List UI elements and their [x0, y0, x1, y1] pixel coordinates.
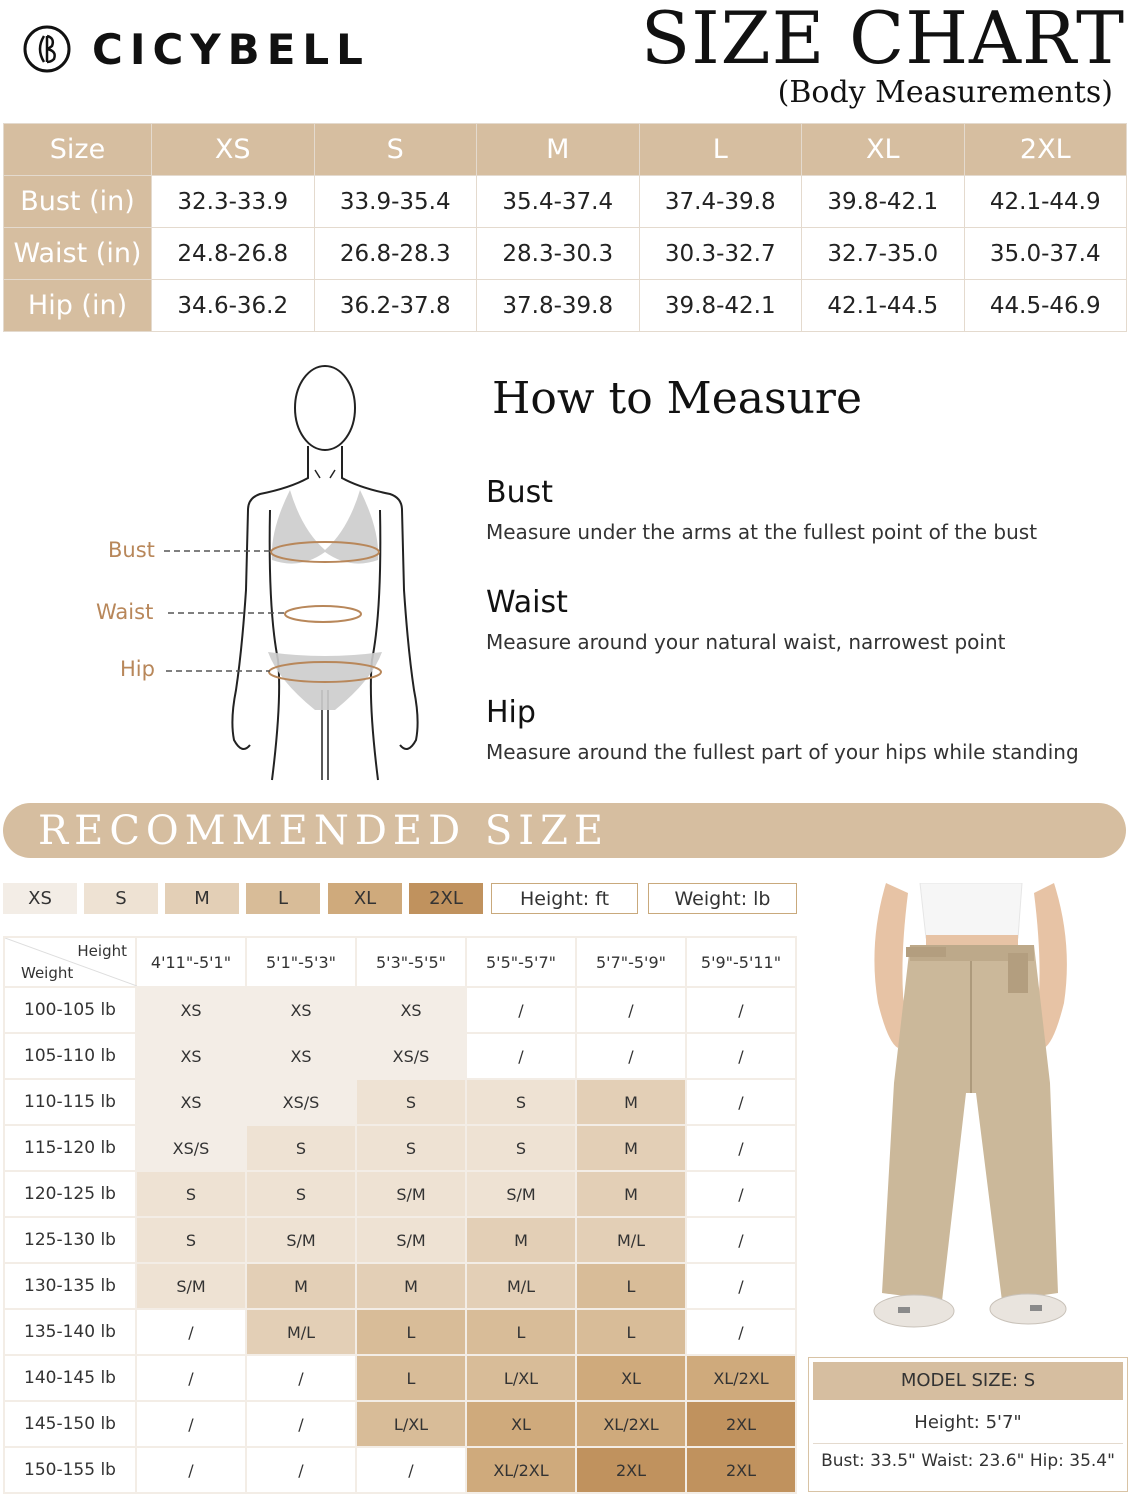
- size-cell: /: [136, 1355, 246, 1401]
- size-cell: 2XL: [576, 1447, 686, 1493]
- legend-swatch-2xl: 2XL: [409, 883, 483, 914]
- corner-weight-label: Weight: [21, 964, 74, 982]
- weight-range-cell: 130-135 lb: [4, 1263, 136, 1309]
- size-cell: S/M: [356, 1217, 466, 1263]
- size-table: [3, 123, 1127, 332]
- brand-name: CICYBELL: [92, 25, 370, 74]
- table-row: [4, 1447, 796, 1493]
- measurement-value: 33.9-35.4: [314, 176, 477, 228]
- size-header: 2XL: [964, 124, 1127, 176]
- model-size-title: MODEL SIZE: S: [813, 1362, 1123, 1400]
- size-cell: /: [246, 1401, 356, 1447]
- size-cell: XS/S: [356, 1033, 466, 1079]
- weight-range-cell: 140-145 lb: [4, 1355, 136, 1401]
- size-cell: L: [466, 1309, 576, 1355]
- measure-hip-desc: Measure around the fullest part of your hips while standing: [486, 740, 1079, 764]
- size-cell: M: [576, 1171, 686, 1217]
- size-cell: /: [466, 1033, 576, 1079]
- measure-bust-desc: Measure under the arms at the fullest point of the bust: [486, 520, 1038, 544]
- size-cell: L/XL: [466, 1355, 576, 1401]
- figure-label-bust: Bust: [108, 538, 155, 562]
- model-divider: [813, 1443, 1123, 1444]
- measurement-label: Waist (in): [4, 228, 152, 280]
- figure-label-hip: Hip: [120, 657, 155, 681]
- measurement-label: Hip (in): [4, 280, 152, 332]
- measure-waist-heading: Waist: [486, 585, 568, 620]
- recommended-title: RECOMMENDED SIZE: [38, 808, 610, 854]
- legend-swatch-xs: XS: [3, 883, 77, 914]
- page-title: SIZE CHART: [640, 0, 1125, 80]
- table-row: [4, 987, 796, 1033]
- size-cell: S: [466, 1079, 576, 1125]
- size-cell: /: [686, 1033, 796, 1079]
- measurement-value: 44.5-46.9: [964, 280, 1127, 332]
- table-row: [4, 1263, 796, 1309]
- table-row: [4, 1033, 796, 1079]
- size-cell: S: [246, 1171, 356, 1217]
- size-cell: /: [136, 1401, 246, 1447]
- size-cell: S: [246, 1125, 356, 1171]
- body-measure-figure: [150, 360, 450, 785]
- size-table-row: [4, 280, 1127, 332]
- size-header: Size: [4, 124, 152, 176]
- size-cell: L: [576, 1263, 686, 1309]
- size-cell: 2XL: [686, 1401, 796, 1447]
- size-cell: M: [246, 1263, 356, 1309]
- height-unit-label: Height: ft: [491, 883, 638, 914]
- figure-label-waist: Waist: [96, 600, 154, 624]
- table-row: [4, 1309, 796, 1355]
- size-cell: S/M: [136, 1263, 246, 1309]
- height-range-header: 5'1"-5'3": [246, 937, 356, 987]
- measurement-value: 35.0-37.4: [964, 228, 1127, 280]
- height-range-header: 5'9"-5'11": [686, 937, 796, 987]
- size-cell: S/M: [246, 1217, 356, 1263]
- size-cell: L: [356, 1309, 466, 1355]
- size-cell: /: [576, 987, 686, 1033]
- weight-range-cell: 105-110 lb: [4, 1033, 136, 1079]
- measurement-value: 26.8-28.3: [314, 228, 477, 280]
- measurement-value: 37.8-39.8: [477, 280, 640, 332]
- weight-range-cell: 110-115 lb: [4, 1079, 136, 1125]
- size-header: M: [477, 124, 640, 176]
- model-height: Height: 5'7": [914, 1412, 1022, 1433]
- size-cell: L: [576, 1309, 686, 1355]
- height-range-header: 4'11"-5'1": [136, 937, 246, 987]
- size-cell: XL/2XL: [576, 1401, 686, 1447]
- measurement-value: 28.3-30.3: [477, 228, 640, 280]
- size-cell: /: [246, 1355, 356, 1401]
- recommended-header-row: [4, 937, 796, 987]
- height-range-header: 5'5"-5'7": [466, 937, 576, 987]
- size-table-row: [4, 176, 1127, 228]
- size-cell: XS: [136, 1033, 246, 1079]
- how-to-measure-title: How to Measure: [492, 373, 862, 424]
- size-cell: M/L: [576, 1217, 686, 1263]
- table-row: [4, 1079, 796, 1125]
- measure-waist-desc: Measure around your natural waist, narrowest point: [486, 630, 1006, 654]
- size-cell: XS: [136, 1079, 246, 1125]
- measure-bust-heading: Bust: [486, 475, 553, 510]
- height-range-header: 5'7"-5'9": [576, 937, 686, 987]
- weight-range-cell: 100-105 lb: [4, 987, 136, 1033]
- table-row: [4, 1401, 796, 1447]
- size-header: XS: [152, 124, 315, 176]
- weight-range-cell: 145-150 lb: [4, 1401, 136, 1447]
- size-cell: S: [136, 1171, 246, 1217]
- size-header: S: [314, 124, 477, 176]
- size-cell: XS/S: [246, 1079, 356, 1125]
- corner-height-label: Height: [77, 942, 127, 960]
- weight-range-cell: 150-155 lb: [4, 1447, 136, 1493]
- weight-range-cell: 125-130 lb: [4, 1217, 136, 1263]
- size-cell: M: [576, 1079, 686, 1125]
- size-cell: /: [686, 987, 796, 1033]
- size-cell: /: [356, 1447, 466, 1493]
- size-cell: M: [576, 1125, 686, 1171]
- size-cell: XS: [246, 987, 356, 1033]
- model-photo: [858, 883, 1084, 1343]
- table-row: [4, 1125, 796, 1171]
- measurement-value: 35.4-37.4: [477, 176, 640, 228]
- size-cell: XL/2XL: [466, 1447, 576, 1493]
- measurement-value: 24.8-26.8: [152, 228, 315, 280]
- size-cell: M/L: [466, 1263, 576, 1309]
- size-cell: /: [686, 1079, 796, 1125]
- size-cell: /: [576, 1033, 686, 1079]
- weight-range-cell: 120-125 lb: [4, 1171, 136, 1217]
- table-row: [4, 1355, 796, 1401]
- size-cell: S: [136, 1217, 246, 1263]
- size-cell: L: [356, 1355, 466, 1401]
- size-cell: /: [686, 1309, 796, 1355]
- legend-swatch-xl: XL: [328, 883, 402, 914]
- cb-monogram-icon: [22, 24, 72, 74]
- weight-unit-label: Weight: lb: [648, 883, 797, 914]
- measurement-label: Bust (in): [4, 176, 152, 228]
- recommended-size-table: [3, 936, 797, 1494]
- measurement-value: 42.1-44.9: [964, 176, 1127, 228]
- height-range-header: 5'3"-5'5": [356, 937, 466, 987]
- table-row: [4, 1217, 796, 1263]
- size-cell: S: [466, 1125, 576, 1171]
- measurement-value: 36.2-37.8: [314, 280, 477, 332]
- measurement-value: 34.6-36.2: [152, 280, 315, 332]
- size-cell: /: [246, 1447, 356, 1493]
- size-cell: M: [466, 1217, 576, 1263]
- size-cell: S: [356, 1125, 466, 1171]
- legend-swatch-l: L: [246, 883, 320, 914]
- legend-swatch-s: S: [84, 883, 158, 914]
- size-cell: /: [136, 1447, 246, 1493]
- page-subtitle: (Body Measurements): [777, 75, 1113, 110]
- weight-range-cell: 135-140 lb: [4, 1309, 136, 1355]
- size-cell: /: [466, 987, 576, 1033]
- size-cell: XS: [356, 987, 466, 1033]
- size-cell: /: [686, 1125, 796, 1171]
- corner-cell: [4, 937, 136, 987]
- size-cell: /: [686, 1217, 796, 1263]
- size-cell: XL: [576, 1355, 686, 1401]
- size-cell: /: [686, 1171, 796, 1217]
- size-cell: /: [686, 1263, 796, 1309]
- model-measurements: Bust: 33.5" Waist: 23.6" Hip: 35.4": [821, 1451, 1115, 1471]
- measurement-value: 30.3-32.7: [639, 228, 802, 280]
- size-cell: 2XL: [686, 1447, 796, 1493]
- size-cell: M/L: [246, 1309, 356, 1355]
- size-cell: XL: [466, 1401, 576, 1447]
- size-cell: M: [356, 1263, 466, 1309]
- size-cell: XS: [136, 987, 246, 1033]
- size-cell: S/M: [466, 1171, 576, 1217]
- size-cell: S: [356, 1079, 466, 1125]
- measure-hip-heading: Hip: [486, 695, 536, 730]
- size-cell: L/XL: [356, 1401, 466, 1447]
- size-cell: S/M: [356, 1171, 466, 1217]
- size-cell: XS/S: [136, 1125, 246, 1171]
- size-header: L: [639, 124, 802, 176]
- measurement-value: 32.7-35.0: [802, 228, 965, 280]
- size-table-row: [4, 228, 1127, 280]
- legend-swatch-m: M: [165, 883, 239, 914]
- size-cell: XS: [246, 1033, 356, 1079]
- measurement-value: 39.8-42.1: [639, 280, 802, 332]
- table-row: [4, 1171, 796, 1217]
- measurement-value: 42.1-44.5: [802, 280, 965, 332]
- size-cell: /: [136, 1309, 246, 1355]
- size-table-header-row: [4, 124, 1127, 176]
- size-header: XL: [802, 124, 965, 176]
- measurement-value: 39.8-42.1: [802, 176, 965, 228]
- measurement-value: 37.4-39.8: [639, 176, 802, 228]
- size-cell: XL/2XL: [686, 1355, 796, 1401]
- measurement-value: 32.3-33.9: [152, 176, 315, 228]
- weight-range-cell: 115-120 lb: [4, 1125, 136, 1171]
